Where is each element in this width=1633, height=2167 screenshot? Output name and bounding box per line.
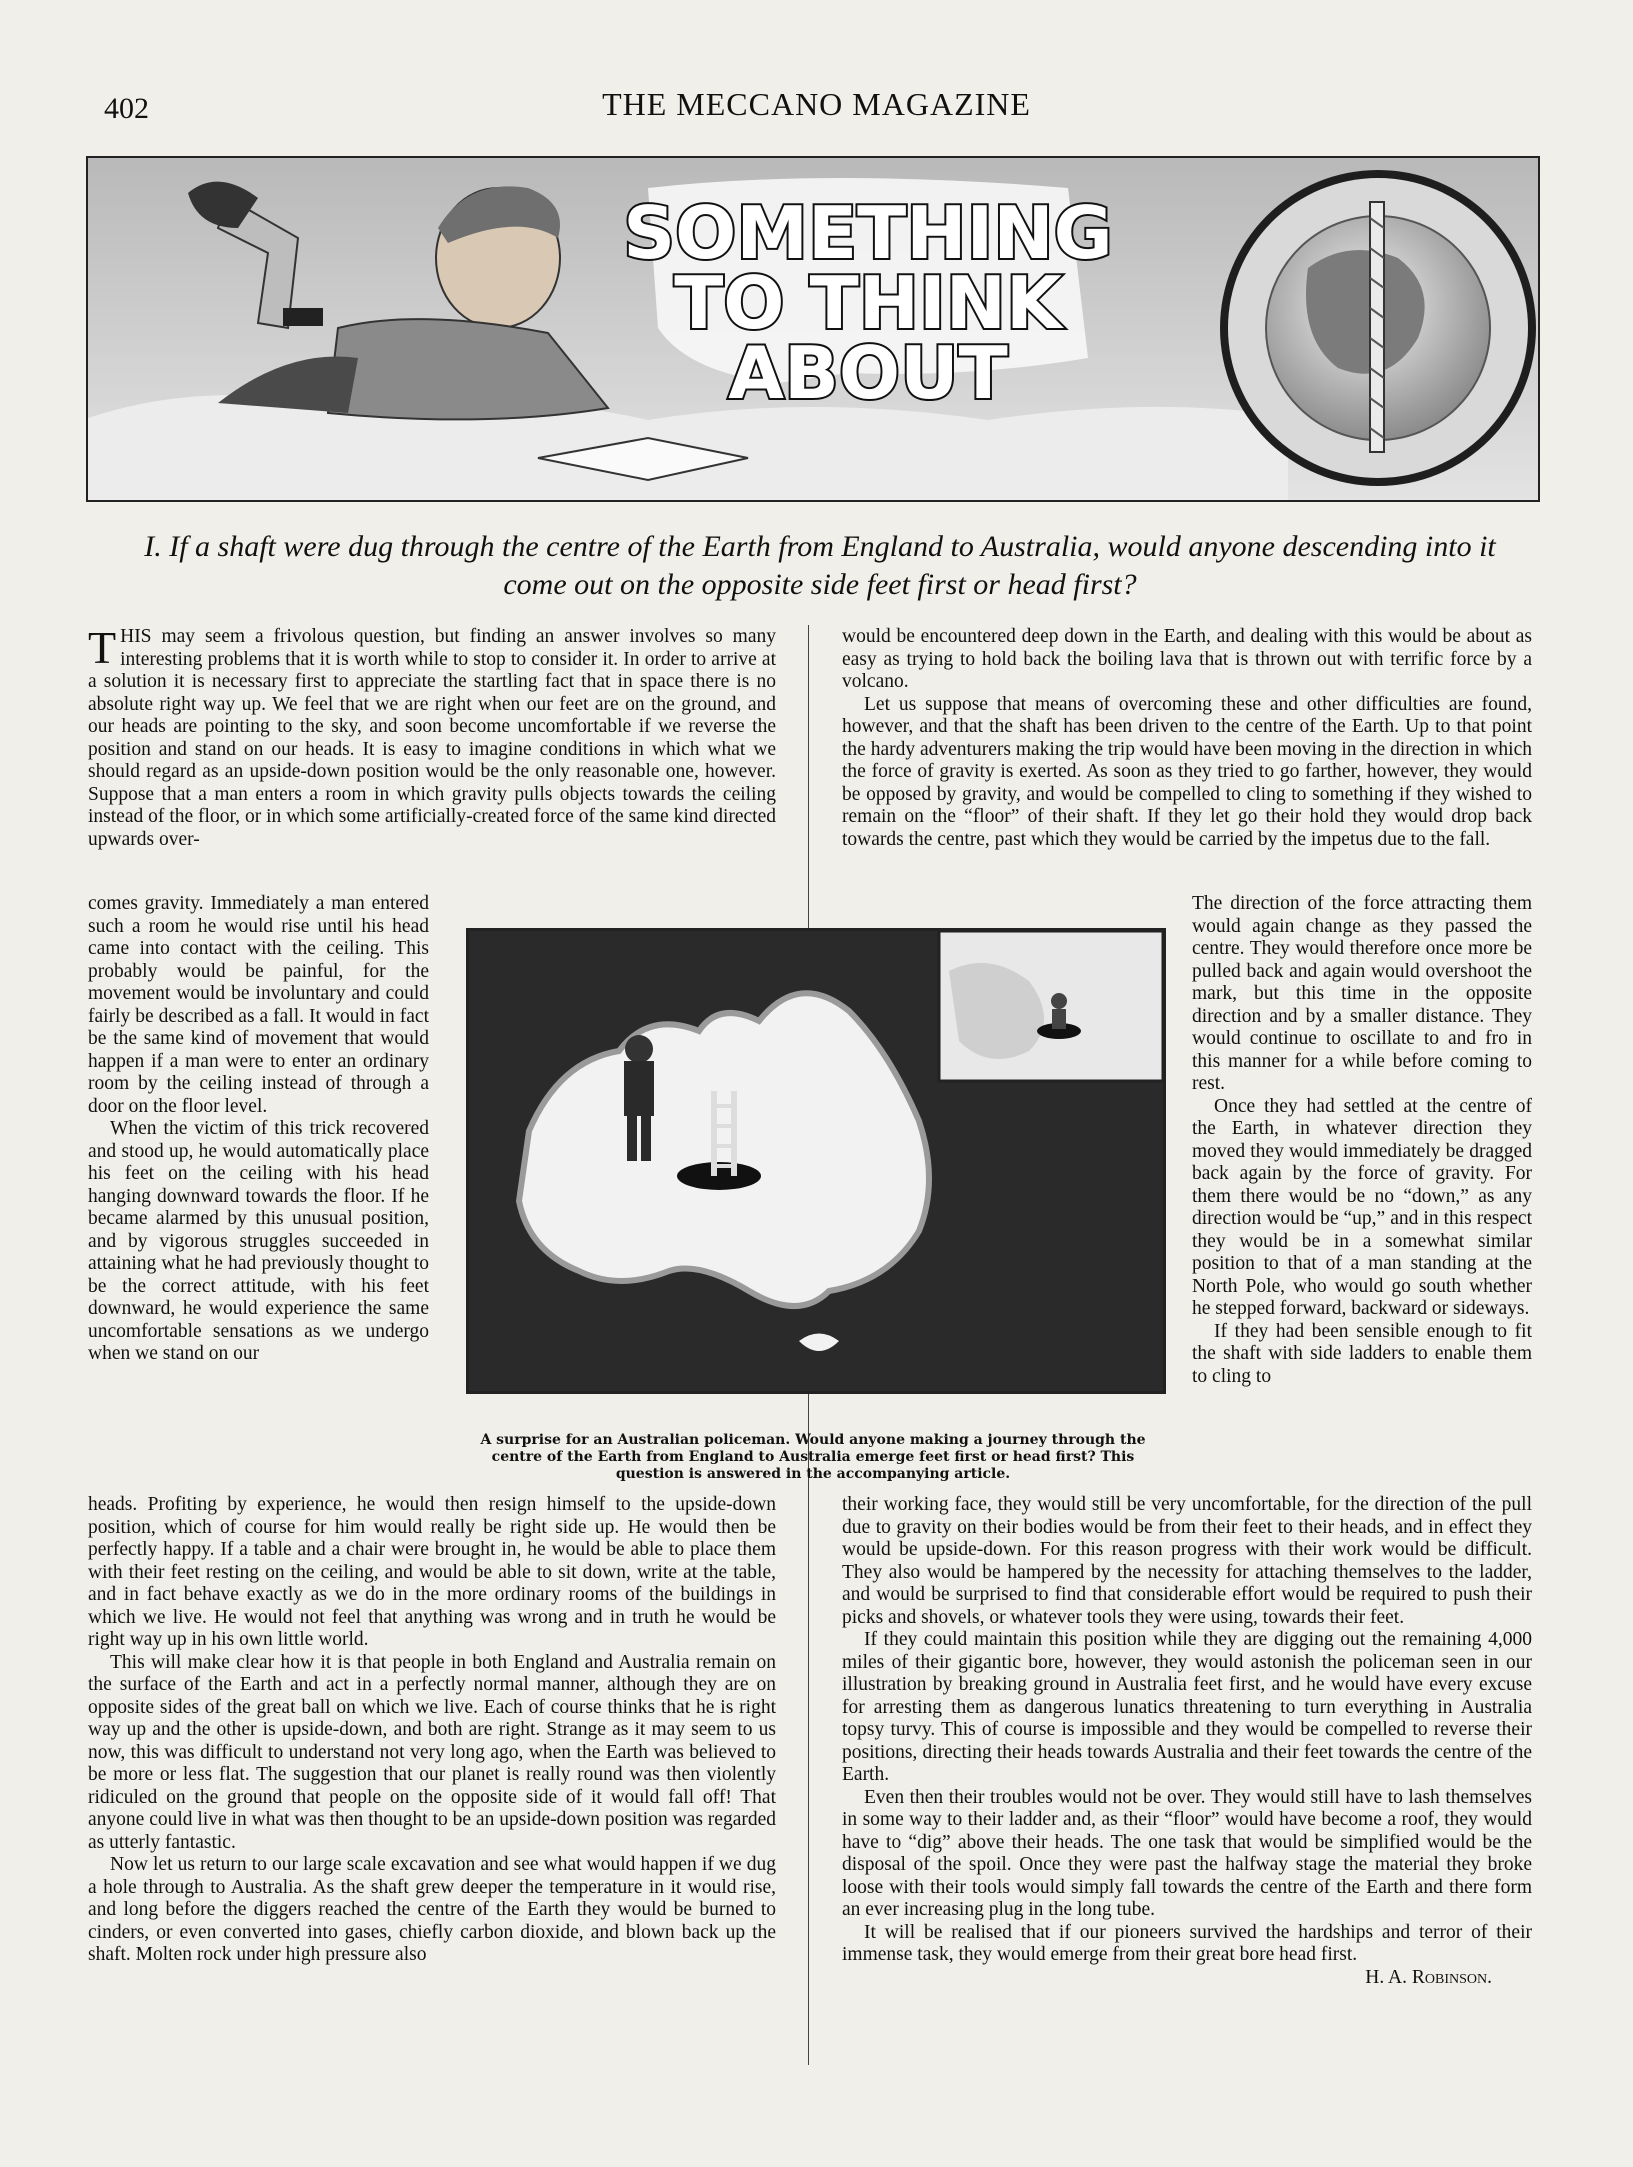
right-column-bottom xyxy=(842,1494,1532,1989)
paragraph: Once they had settled at the centre of the Earth, in whatever direction they moved they would immediately be dragged back again by the force of gravity. For them there would be no “down,” as any direction would be “up,” and in this respect they would be in a somewhat similar position to that of a man standing at the North Pole, who would go south whether he stepped forward, backward or sideways. xyxy=(1192,1095,1532,1319)
left-column-top xyxy=(88,622,776,851)
headline-line-3: ABOUT xyxy=(728,331,1008,415)
paragraph: The direction of the force attracting them would again change as they passed the centre. They would therefore once more be pulled back and again would overshoot the mark, but this time in the opposite direction and by a smaller distance. They would continue to oscillate to and fro in this manner for a while before coming to rest. xyxy=(1192,893,1532,1094)
page-number: 402 xyxy=(104,92,149,125)
figure-caption: A surprise for an Australian policeman. Would anyone making a journey through the centre of the Earth from England to Australia emerge feet first or head first? This question is answered in the accompanying article. xyxy=(480,1432,1146,1482)
paragraph: When the victim of this trick recovered and stood up, he would automatically place his feet on the ceiling with his head hanging downward towards the floor. If he became alarmed by this unusual position, and by vigorous struggles succeeded in attaining what he had previously thought to be the correct attitude, with his feet downward, he would experience the same uncomfortable sensations as we undergo when we stand on our xyxy=(88,1118,429,1364)
globe-icon xyxy=(1220,170,1536,486)
author-signature: H. A. Robinson. xyxy=(1365,1966,1492,1988)
left-column-narrow xyxy=(88,893,429,1366)
header-illustration xyxy=(86,156,1540,502)
right-column-narrow xyxy=(1192,893,1532,1388)
banner-artwork xyxy=(88,158,1538,500)
paragraph: Now let us return to our large scale excavation and see what would happen if we dug a hole through to Australia. As the shaft grew deeper the temperature in it would rise, and long before the diggers reached the centre of the Earth they would be burned to cinders, or even converted into gases, chiefly carbon dioxide, and blown back up the shaft. Molten rock under high pressure also xyxy=(88,1854,776,1965)
paragraph: Let us suppose that means of overcoming these and other difficulties are found, however, and that the shaft has been driven to the centre of the Earth. Up to that point the hardy adventurers making the trip would have been moving in the direction in which the force of gravity is exerted. As soon as they tried to go farther, however, they would be opposed by gravity, and would be compelled to cling to something if they wished to remain on the “floor” of their shaft. If they let go their hold they would drop back towards the centre, past which they would be carried by the impetus due to the fall. xyxy=(842,693,1532,850)
question-heading: I. If a shaft were dug through the centre of the Earth from England to Australia, would anyone descending into it come out on the opposite side feet first or head first? xyxy=(144,530,1496,601)
paragraph: If they had been sensible enough to fit the shaft with side ladders to enable them to cling to xyxy=(1192,1320,1532,1387)
headline-line-1: SOMETHING xyxy=(623,191,1113,275)
dropcap: T xyxy=(88,622,117,673)
paragraph: If they could maintain this position while they are digging out the remaining 4,000 miles of their gigantic bore, however, they would astonish the policeman seen in our illustration by breaking ground in Australia feet first, and he would have every excuse for arresting them as dangerous lunatics threatening to turn everything in Australia topsy turvy. This of course is impossible and they would be compelled to reverse their positions, directing their heads towards Australia and their feet towards the centre of the Earth. xyxy=(842,1629,1532,1785)
magazine-title: THE MECCANO MAGAZINE xyxy=(602,86,1031,122)
paragraph: Even then their troubles would not be over. They would still have to lash themselves in some way to their ladder and, as their “floor” would have become a roof, they would have to “dig” above their heads. The one task that would be simplified would be the disposal of the spoil. Once they were past the halfway stage the material they broke loose with their tools would simply fall towards the centre of the Earth and there form an ever increasing plug in the long tube. xyxy=(842,1786,1532,1920)
paragraph: would be encountered deep down in the Earth, and dealing with this would be about as easy as trying to hold back the boiling lava that is thrown out with terrific force by a volcano. xyxy=(842,626,1532,692)
paragraph: heads. Profiting by experience, he would then resign himself to the upside-down position, which of course for him would really be right side up. He would then be perfectly happy. If a table and a chair were brought in, he would be able to place them with their feet resting on the ceiling, and would be able to sit down, write at the table, and in fact behave exactly as we do in the more ordinary rooms of the buildings in which we live. He would not feel that anything was wrong and in truth he would be right way up in his own little world. xyxy=(88,1494,776,1650)
left-column-bottom xyxy=(88,1494,776,1967)
paragraph: This will make clear how it is that people in both England and Australia remain on the surface of the Earth and act in a perfectly normal manner, although they are on opposite sides of the great ball on which we live. Each of course thinks that he is right way up and the other is upside-down, and both are right. Strange as it may seem to us now, this was difficult to understand not very long ago, when the Earth was believed to be more or less flat. The suggestion that our planet is really round was then violently ridiculed on the ground that people on the opposite side of it would fall off! That anyone could live in what was then thought to be an upside-down position was regarded as utterly fantastic. xyxy=(88,1651,776,1853)
figure-artwork xyxy=(469,931,1163,1391)
australia-illustration xyxy=(466,928,1166,1394)
closing-sentence: It will be realised that if our pioneers survived the hardships and terror of their immense task, they would emerge from their great bore head first. xyxy=(842,1921,1532,1965)
right-column-top xyxy=(842,626,1532,851)
headline-line-2: TO THINK xyxy=(674,261,1062,345)
paragraph: their working face, they would still be very uncomfortable, for the direction of the pull due to gravity on their bodies would be from their feet to their heads, and in effect they would be upside-down. For this reason progress with their work would be difficult. They also would be hampered by the necessity for attaching themselves to the ladder, and would be surprised to find that considerable effort would be required to push their picks and shovels, or whatever tools they were using, towards their feet. xyxy=(842,1494,1532,1628)
paragraph xyxy=(842,1921,1532,1988)
paragraph: HIS may seem a frivolous question, but finding an answer involves so many interesting problems that it is worth while to stop to consider it. In order to arrive at a solution it is necessary first to appreciate the startling fact that in space there is no absolute right way up. We feel that we are right when our feet are on the ground, and our heads are pointing to the sky, and soon become uncomfortable if we reverse the position and stand on our heads. It is easy to imagine conditions in which what we should regard as an upside-down position would be the only reasonable one, however. Suppose that a man enters a room in which gravity pulls objects towards the ceiling instead of the floor, or in which some artificially-created force of the same kind directed upwards over- xyxy=(88,626,776,850)
paragraph: comes gravity. Immediately a man entered such a room he would rise until his head came into contact with the ceiling. This probably would be painful, for the movement would be involuntary and could fairly be described as a fall. It would in fact be the same kind of movement that would happen if a man were to enter an ordinary room by the ceiling instead of through a door on the floor level. xyxy=(88,893,429,1117)
